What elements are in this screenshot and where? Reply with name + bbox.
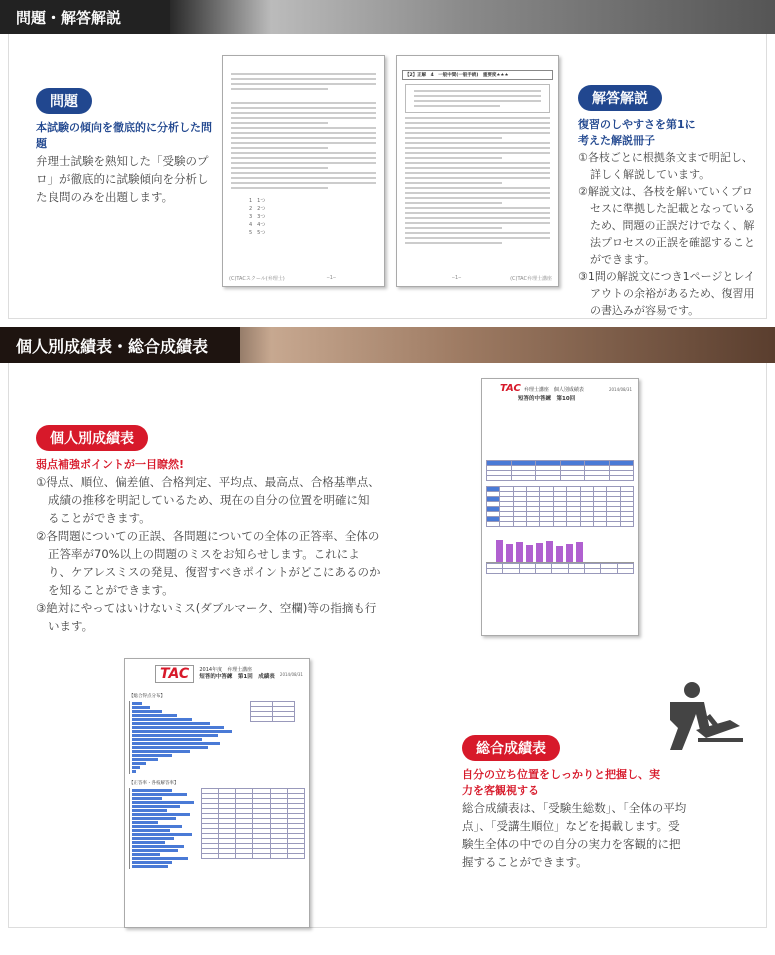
- list-item: ③絶対にやってはいけないミス(ダブルマーク、空欄)等の指摘も行います。: [36, 601, 377, 633]
- section-header-mondai: [0, 0, 775, 34]
- overall-report-thumbnail: [124, 658, 310, 928]
- doc1-footer-left: (C)TACスクール(弁理士): [229, 276, 285, 282]
- personal-report-thumbnail: [481, 378, 639, 636]
- answer-sheet-thumbnail: [396, 55, 559, 287]
- doc4-section-a: 【総合得点分布】: [129, 694, 165, 699]
- doc4-date: 2014/08/31: [279, 671, 303, 677]
- doc1-footer-page: ‒1‒: [326, 275, 337, 281]
- doc4-section-b: 【正答率・各枝解答率】: [129, 781, 179, 786]
- answer-options: 1 1つ 2 2つ 3 3つ 4 4つ 5 5つ: [249, 198, 266, 236]
- kojin-block: [36, 425, 381, 635]
- mondai-lead: 本試験の傾向を徹底的に分析した問題: [36, 121, 212, 150]
- kojin-badge: 個人別成績表: [36, 425, 148, 451]
- tac-logo: TAC: [500, 383, 521, 394]
- score-bars: [486, 533, 634, 563]
- tac-logo: TAC: [155, 665, 194, 683]
- list-item: ①得点、順位、偏差値、合格判定、平均点、最高点、合格基準点、成績の推移を明記しているため、現在の自分の位置を明確に知ることができます。: [36, 475, 380, 525]
- kaisetsu-lead: 復習のしやすさを第1に考えた解説冊子: [578, 118, 696, 147]
- answer-title: 【2】正解 4 一般中間(一般手続) 重要度★★★: [402, 70, 553, 80]
- kojin-lead: 弱点補強ポイントが一目瞭然!: [36, 458, 185, 471]
- doc3-date: 2014/08/31: [608, 387, 632, 392]
- kaisetsu-block: [578, 85, 758, 319]
- list-item: ②解説文は、各枝を解いていくプロセスに準拠した記載となっているため、問題の正誤だけでなく、解法プロセスの正誤を確認することができます。: [578, 185, 755, 266]
- problem-sheet-thumbnail: [222, 55, 385, 287]
- doc3-exam: 短答的中答練 第10回: [518, 396, 576, 402]
- list-item: ③1問の解説文につき1ページとレイアウトの余裕があるため、復習用の書込みが容易です。: [578, 270, 755, 317]
- section-header-seiseki: [0, 327, 775, 363]
- distribution-bars: [129, 701, 244, 774]
- doc4-course: 2014年度 弁理士講座: [199, 667, 253, 673]
- doc2-footer-page: ‒1‒: [451, 275, 462, 281]
- doc3-course: 弁理士講座 個人別成績表: [523, 387, 584, 393]
- list-item: ①各枝ごとに根拠条文まで明記し、詳しく解説しています。: [578, 151, 753, 181]
- doc4-exam: 短答的中答練 第1回 成績表: [199, 674, 275, 680]
- accuracy-bars: [129, 788, 197, 869]
- kojin-list: [36, 473, 381, 635]
- kaisetsu-badge: 解答解説: [578, 85, 662, 111]
- kaisetsu-list: [578, 149, 758, 319]
- sogo-block: [462, 735, 702, 871]
- list-item: ②各問題についての正誤、各問題についての全体の正答率、全体の正答率が70%以上の問題のミスをお知らせします。これにより、ケアレスミスの発見、復習すべきポイントがどこにあるのかを知ることができます。: [36, 529, 381, 597]
- section-title: 問題・解答解説: [0, 0, 170, 34]
- mondai-badge: 問題: [36, 88, 92, 114]
- mondai-block: [36, 88, 216, 206]
- doc2-footer-right: (C)TAC弁理士講座: [510, 276, 552, 282]
- sogo-lead: 自分の立ち位置をしっかりと把握し、実力を客観視する: [462, 768, 660, 797]
- sogo-body: 総合成績表は、「受験生総数」、「全体の平均点」、「受講生順位」などを掲載します。受験生全体の中での自分の実力を客観的に把握することができます。: [462, 801, 687, 869]
- mondai-body: 弁理士試験を熟知した「受験のプロ」が徹底的に試験傾向を分析した良問のみを出題します。: [36, 154, 209, 204]
- sogo-badge: 総合成績表: [462, 735, 560, 761]
- section-title: 個人別成績表・総合成績表: [0, 327, 240, 363]
